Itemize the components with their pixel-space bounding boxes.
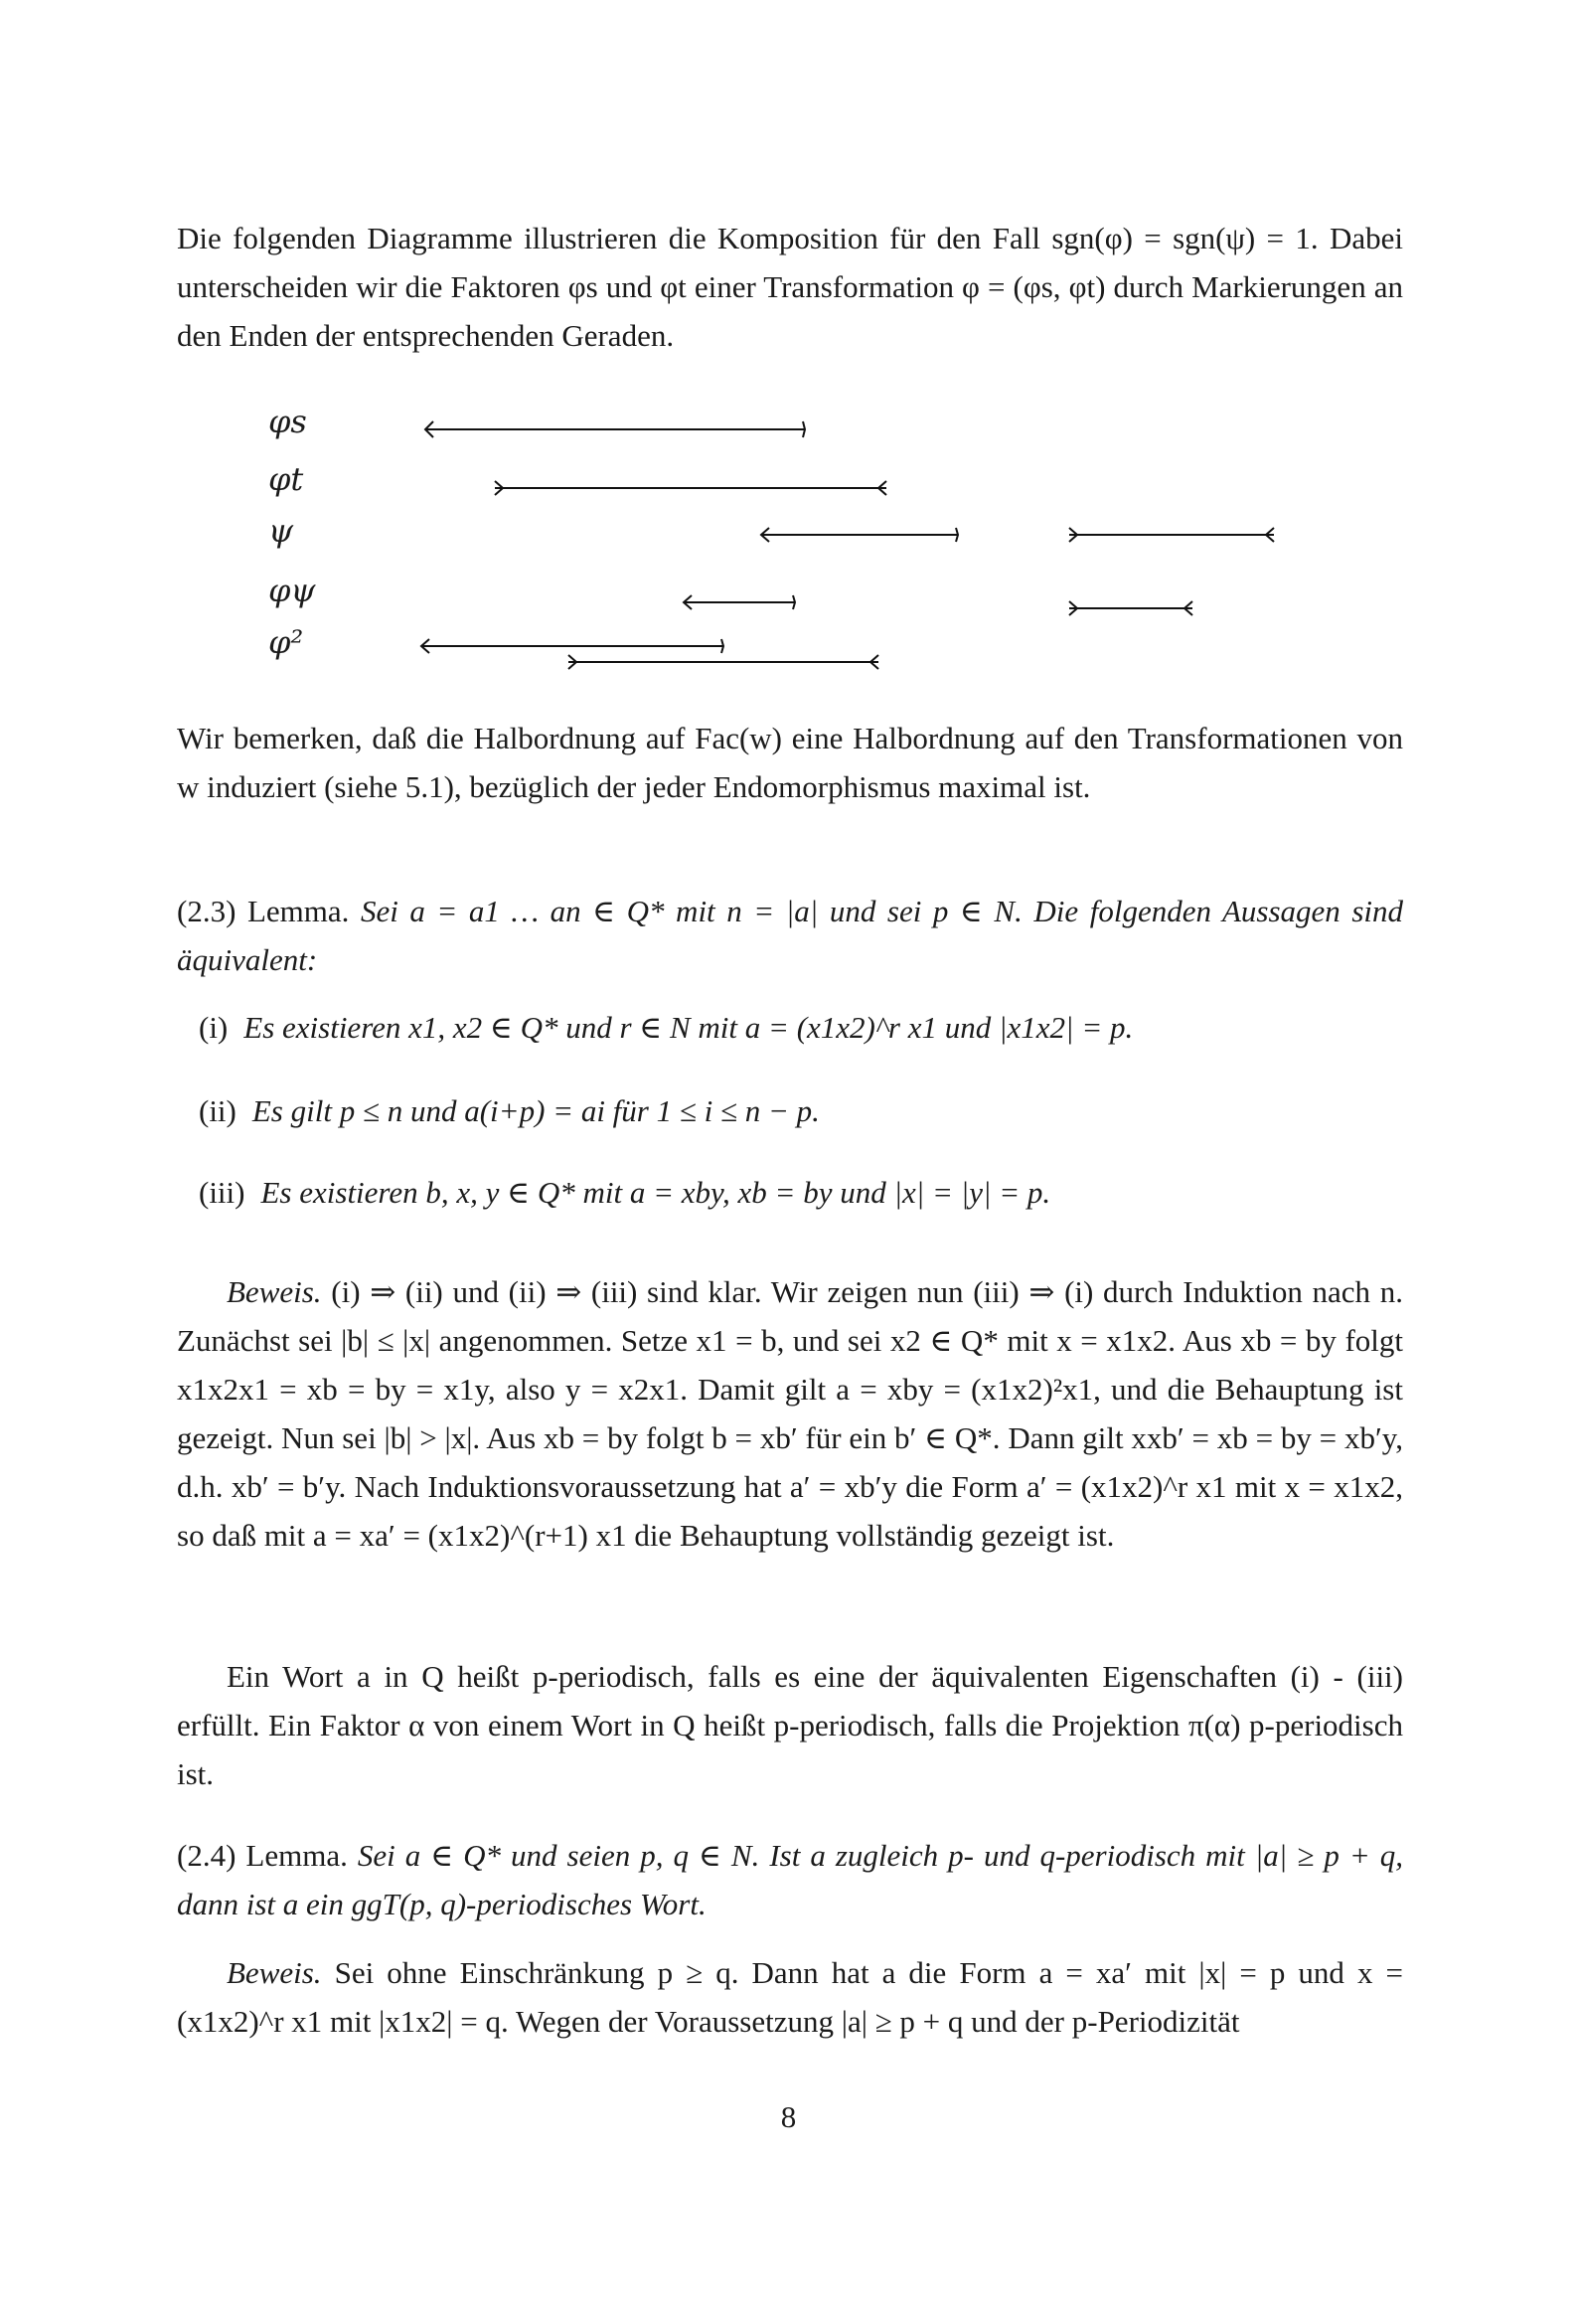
label-phi-psi: φψ [268, 572, 316, 609]
proof-2-3-head: Beweis. [227, 1274, 322, 1309]
proof-2-4-text: Sei ohne Einschränkung p ≥ q. Dann hat a die Form a = xa′ mit |x| = p und x = (x1x2)^r x1 mit |x1x2| = q. Wegen der Voraussetzung |a| ≥ p + q und der p-Periodizität [177, 1955, 1404, 2039]
label-phi-s: φs [268, 403, 307, 440]
label-phi-squared: φ² [268, 623, 304, 661]
lemma-2-3-item-i: (i) Es existieren x1, x2 ∈ Q* und r ∈ N mit a = (x1x2)^r x1 und |x1x2| = p. [199, 1010, 1134, 1045]
intro-paragraph: Die folgenden Diagramme illustrieren die Komposition für den Fall sgn(φ) = sgn(ψ) = 1. Dabei unterscheiden wir die Faktoren φs und φt einer Transformation φ = (φs, φt) durch Markierungen an den Enden der entsprechenden Geraden. [177, 221, 1403, 353]
line-phi-psi-2 [1069, 601, 1192, 615]
lemma-2-3-head: (2.3) Lemma. [177, 894, 350, 928]
lemma-2-4-head: (2.4) Lemma. [177, 1838, 348, 1873]
line-psi-1 [761, 528, 958, 542]
line-psi-2 [1069, 528, 1274, 542]
lemma-2-4-statement: Sei a ∈ Q* und seien p, q ∈ N. Ist a zugleich p- und q-periodisch mit |a| ≥ p + q, dann ist a ein ggT(p, q)-periodisches Wort. [177, 1838, 1403, 1921]
proof-2-3-text: (i) ⇒ (ii) und (ii) ⇒ (iii) sind klar. Wir zeigen nun (iii) ⇒ (i) durch Induktion nach n. Zunächst sei |b| ≤ |x| angenommen. Setze x1 = b, und sei x2 ∈ Q* mit x = x1x2. Aus xb = by folgt x1x2x1 = xb = by = x1y, also y = x2x1. Damit gilt a = xby = (x1x2)²x1, und die Behauptung ist gezeigt. Nun sei |b| > |x|. Aus xb = by folgt b = xb′ für ein b′ ∈ Q*. Dann gilt xxb′ = xb = by = xb′y, d.h. xb′ = b′y. Nach Induktionsvoraussetzung hat a′ = xb′y die Form a′ = (x1x2)^r x1 mit x = x1x2, so daß mit a = xa′ = (x1x2)^(r+1) x1 die Behauptung vollständig gezeigt ist. [177, 1274, 1403, 1553]
proof-2-4 [177, 1948, 1403, 2046]
remark-paragraph: Wir bemerken, daß die Halbordnung auf Fac(w) eine Halbordnung auf den Transformationen von w induziert (siehe 5.1), bezüglich der jeder Endomorphismus maximal ist. [177, 721, 1403, 804]
line-phi-squared-1 [421, 639, 723, 653]
label-psi: ψ [268, 512, 294, 550]
lemma-2-3-item-ii: (ii) Es gilt p ≤ n und a(i+p) = ai für 1 ≤ i ≤ n − p. [199, 1093, 820, 1128]
lemma-2-4 [177, 1831, 1403, 1928]
line-phi-psi-1 [684, 595, 795, 609]
lemma-2-3-item-iii: (iii) Es existieren b, x, y ∈ Q* mit a = xby, xb = by und |x| = |y| = p. [199, 1175, 1051, 1210]
definition-paragraph: Ein Wort a in Q heißt p-periodisch, falls es eine der äquivalenten Eigenschaften (i) - (iii) erfüllt. Ein Faktor α von einem Wort in Q heißt p-periodisch, falls die Projektion π(α) p-periodisch ist. [177, 1659, 1403, 1791]
page-number: 8 [780, 2099, 797, 2134]
line-phi-s [425, 421, 805, 437]
line-phi-t [495, 481, 886, 495]
lemma-2-3-statement: Sei a = a1 … an ∈ Q* mit n = |a| und sei p ∈ N. Die folgenden Aussagen sind äquivalent: [177, 894, 1404, 977]
proof-2-3 [177, 1267, 1403, 1560]
label-phi-t: φt [268, 460, 304, 498]
lemma-2-3 [177, 887, 1403, 984]
proof-2-4-head: Beweis. [227, 1955, 322, 1990]
line-phi-squared-2 [568, 655, 878, 669]
